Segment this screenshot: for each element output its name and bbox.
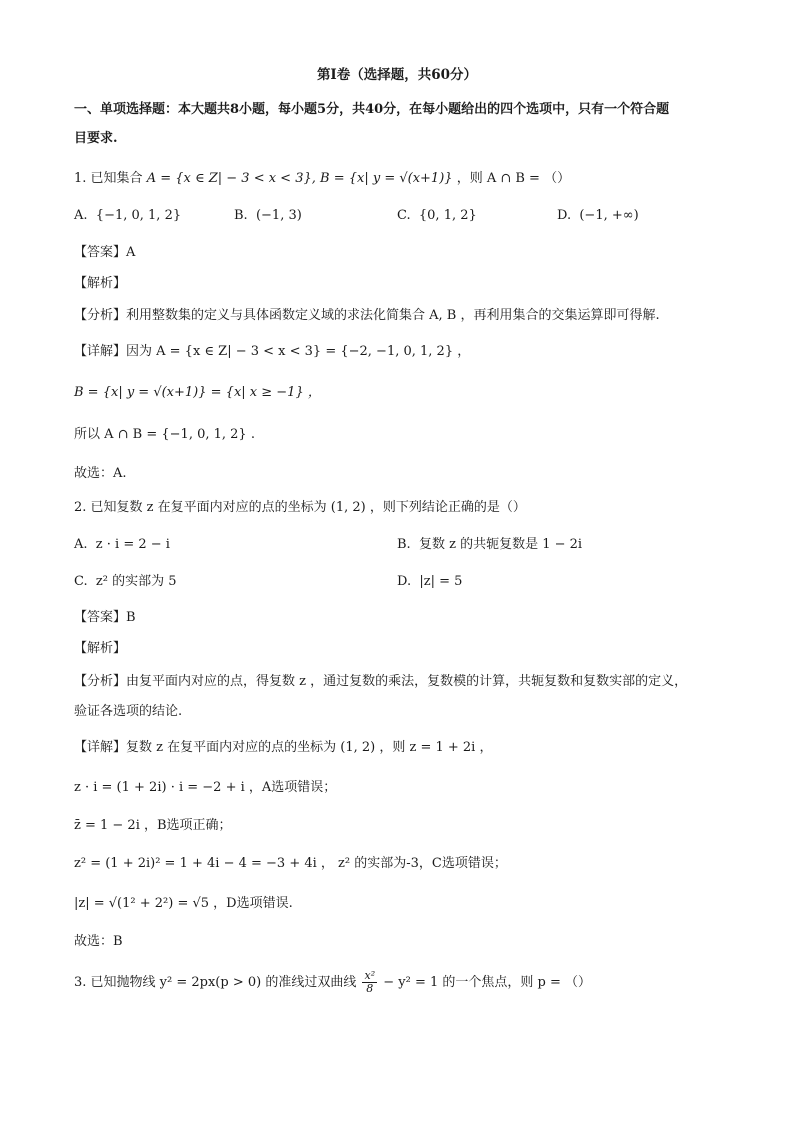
exam-part-title: 第I卷（选择题，共60分） — [316, 67, 478, 83]
q2-stem: 2. 已知复数 z 在复平面内对应的点的坐标为 (1, 2) ，则下列结论正确的是（） — [74, 500, 526, 515]
option-text: |z| = 5 — [419, 574, 463, 589]
section-heading-line-1: 一、单项选择题：本大题共8小题，每小题5分，共40分，在每小题给出的四个选项中，只有一个符合题 — [74, 102, 670, 117]
q2-option-b — [397, 536, 582, 554]
q3-stem — [74, 970, 591, 995]
q2-detail-2: z · i = (1 + 2i) · i = −2 + i ，A选项错误； — [74, 780, 337, 795]
q2-option-a — [74, 536, 170, 554]
option-text: {0, 1, 2} — [418, 208, 477, 223]
option-text: {−1, 0, 1, 2} — [95, 208, 182, 223]
q1-answer: 【答案】A — [74, 245, 136, 260]
q1-option-a — [74, 207, 181, 225]
q1-option-b — [234, 207, 302, 225]
option-text: 复数 z 的共轭复数是 1 − 2i — [418, 537, 583, 552]
q2-analysis-line-1: 【分析】由复平面内对应的点，得复数 z ，通过复数的乘法，复数模的计算，共轭复数和复数实部的定义， — [74, 674, 688, 689]
q2-analysis-line-2: 验证各选项的结论. — [74, 704, 183, 719]
q2-answer: 【答案】B — [74, 610, 136, 625]
option-text: z² 的实部为 5 — [95, 574, 177, 589]
option-text: z · i = 2 − i — [95, 537, 170, 552]
option-letter: B. — [234, 208, 248, 223]
q3-fraction-denominator: 8 — [366, 982, 374, 995]
q1-detail-2: B = {x| y = √(x+1)} = {x| x ≥ −1} ， — [74, 385, 321, 400]
q3-stem-suffix: − y² = 1 的一个焦点，则 p = （） — [383, 975, 592, 990]
option-letter: B. — [397, 537, 411, 552]
option-letter: C. — [397, 208, 411, 223]
q1-detail-1: 【详解】因为 A = {x ∈ Z| − 3 < x < 3} = {−2, −1, 0, 1, 2} ， — [74, 344, 471, 359]
q1-stem-suffix: ，则 A ∩ B = （） — [456, 171, 571, 186]
option-letter: D. — [397, 574, 412, 589]
q2-option-c — [74, 573, 177, 591]
q3-stem-prefix: 3. 已知抛物线 y² = 2px(p > 0) 的准线过双曲线 — [74, 975, 357, 990]
q1-stem — [74, 170, 570, 188]
q2-detail-1: 【详解】复数 z 在复平面内对应的点的坐标为 (1, 2) ，则 z = 1 + 2i ， — [74, 740, 493, 755]
option-letter: C. — [74, 574, 88, 589]
option-text: (−1, +∞) — [579, 208, 639, 223]
q3-fraction-numerator: x² — [364, 969, 376, 982]
option-letter: A. — [74, 208, 88, 223]
q1-option-d — [557, 207, 639, 225]
q1-stem-prefix: 1. 已知集合 — [74, 171, 143, 186]
q1-detail-3: 所以 A ∩ B = {−1, 0, 1, 2} . — [74, 427, 255, 442]
q2-option-d — [397, 573, 462, 591]
q2-detail-5: |z| = √(1² + 2²) = √5 ，D选项错误. — [74, 896, 293, 911]
q3-fraction — [362, 970, 377, 995]
option-text: (−1, 3) — [255, 208, 302, 223]
q1-option-c — [397, 207, 477, 225]
q2-detail-3: z̄ = 1 − 2i ，B选项正确； — [74, 818, 232, 833]
section-heading-line-2: 目要求. — [74, 131, 118, 146]
q1-detail-4: 故选：A. — [74, 466, 127, 481]
q2-analysis-label: 【解析】 — [74, 641, 127, 656]
q2-detail-4: z² = (1 + 2i)² = 1 + 4i − 4 = −3 + 4i ， z² 的实部为-3，C选项错误； — [74, 856, 507, 871]
q2-detail-6: 故选：B — [74, 934, 123, 949]
q1-stem-math: A = {x ∈ Z| − 3 < x < 3}, B = {x| y = √(x+1)} — [146, 171, 453, 186]
option-letter: A. — [74, 537, 88, 552]
q1-analysis-label: 【解析】 — [74, 276, 127, 291]
option-letter: D. — [557, 208, 572, 223]
q1-analysis: 【分析】利用整数集的定义与具体函数定义域的求法化简集合 A, B ，再利用集合的交集运算即可得解. — [74, 308, 660, 323]
